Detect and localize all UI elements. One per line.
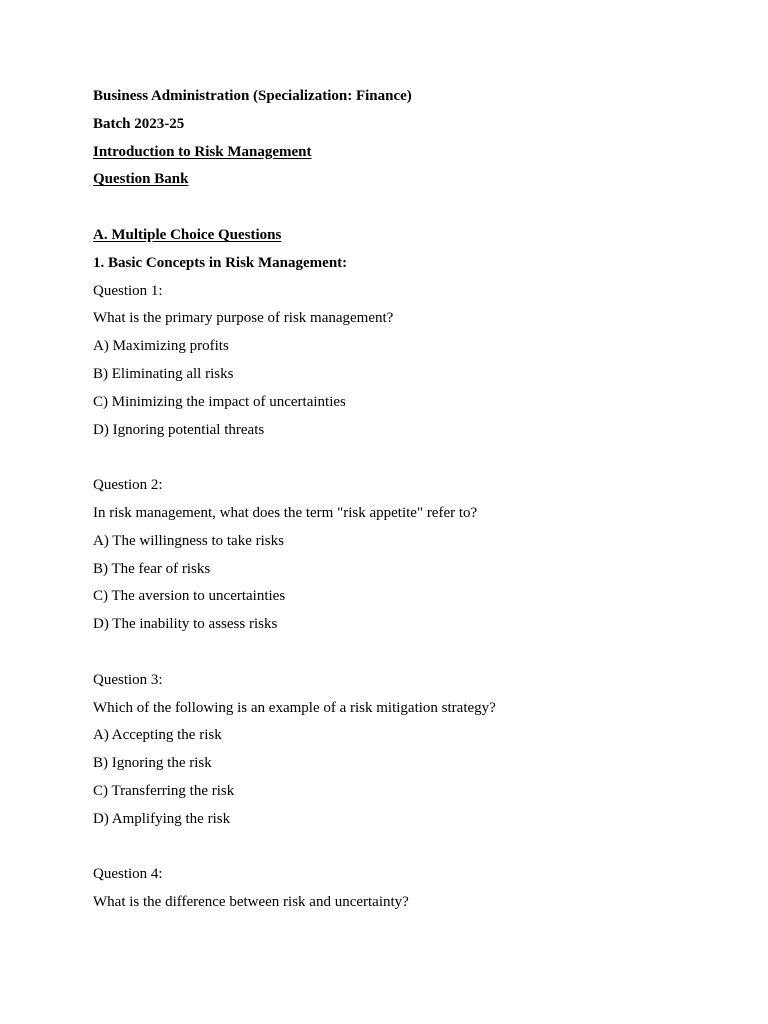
course-title: Introduction to Risk Management — [93, 143, 312, 160]
batch-label: Batch 2023-25 — [93, 115, 185, 132]
question-text: In risk management, what does the term "risk appetite" refer to? — [93, 504, 478, 521]
answer-option: C) Minimizing the impact of uncertainties — [93, 393, 346, 410]
answer-option: B) Ignoring the risk — [93, 755, 212, 772]
answer-option: C) Transferring the risk — [93, 782, 235, 799]
question-block — [93, 670, 733, 837]
question-text: What is the primary purpose of risk management? — [93, 310, 394, 327]
section-title: A. Multiple Choice Questions — [93, 226, 282, 243]
question-block — [93, 281, 733, 448]
question-label: Question 1: — [93, 282, 163, 299]
spacer — [93, 642, 733, 670]
answer-option: A) Maximizing profits — [93, 338, 229, 355]
question-label: Question 4: — [93, 866, 163, 883]
question-block — [93, 475, 733, 642]
doc-type-title: Question Bank — [93, 171, 189, 188]
question-label: Question 2: — [93, 477, 163, 494]
answer-option: D) Ignoring potential threats — [93, 421, 265, 438]
question-text: Which of the following is an example of a risk mitigation strategy? — [93, 699, 496, 716]
spacer — [93, 197, 733, 225]
program-title: Business Administration (Specialization: Finance) — [93, 88, 412, 104]
document-page — [93, 86, 733, 920]
answer-option: A) Accepting the risk — [93, 727, 222, 744]
answer-option: C) The aversion to uncertainties — [93, 588, 286, 605]
answer-option: D) The inability to assess risks — [93, 616, 278, 633]
spacer — [93, 837, 733, 865]
question-label: Question 3: — [93, 671, 163, 688]
question-block — [93, 864, 733, 920]
answer-option: D) Amplifying the risk — [93, 810, 231, 827]
answer-option: B) The fear of risks — [93, 560, 211, 577]
answer-option: A) The willingness to take risks — [93, 532, 284, 549]
subsection-title: 1. Basic Concepts in Risk Management: — [93, 254, 348, 271]
question-text: What is the difference between risk and uncertainty? — [93, 894, 409, 911]
spacer — [93, 447, 733, 475]
answer-option: B) Eliminating all risks — [93, 365, 234, 382]
